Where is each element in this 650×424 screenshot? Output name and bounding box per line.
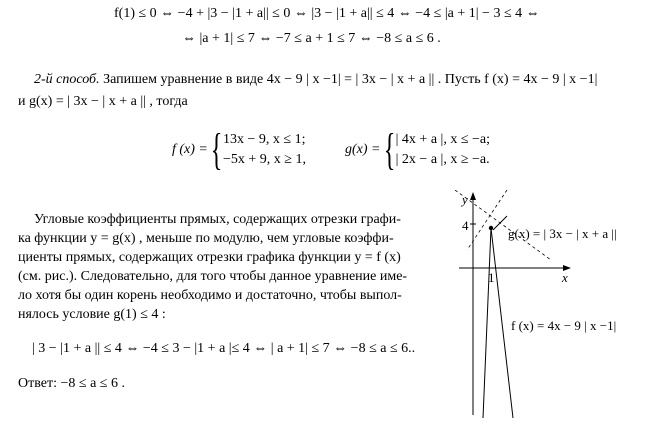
graph-x-label: x (562, 270, 568, 285)
f-line-left (483, 228, 491, 418)
paragraph-line-6: нялось условие g(1) ≤ 4 : (18, 307, 166, 322)
f-case-1: 13x − 9, x ≤ 1; (223, 132, 306, 147)
peak-point (489, 226, 493, 230)
g-dashed-line-1 (455, 190, 551, 260)
answer-line (18, 376, 125, 392)
graph-g-label: g(x) = | 3x − | x + a || (508, 226, 617, 241)
graph-tick-4-label: 4 (462, 218, 469, 233)
derivation-line-1: f(1) ≤ 0 ⇔ −4 + |3 − |1 + a|| ≤ 0 ⇔ |3 − |1 + a|| ≤ 4 ⇔ −4 ≤ |a + 1| − 3 ≤ 4 ⇔ (114, 6, 540, 21)
f-piecewise (172, 125, 306, 174)
paragraph-line-5: ло хотя бы один корень необходимо и достаточно, чтобы выпол- (18, 288, 402, 303)
method2-label: 2-й способ. (34, 72, 100, 87)
paragraph-line-1: Угловые коэффициенты прямых, содержащих отрезки графи- (34, 212, 401, 227)
method2-text-1: Запишем уравнение в виде 4x − 9 | x −1| = | 3x − | x + a || . Пусть f (x) = 4x − 9 | x −1| (99, 72, 598, 87)
g-piecewise-lhs: g(x) = (345, 142, 381, 157)
f-cases (223, 130, 306, 170)
function-graph (455, 190, 635, 420)
g-case-2: | 2x − a |, x ≥ −a. (395, 152, 490, 167)
f-piecewise-lhs: f (x) = (172, 142, 208, 157)
g-piecewise (345, 125, 491, 174)
f-line-right (491, 228, 513, 418)
graph-y-label: y (462, 192, 468, 207)
answer-label: Ответ: (18, 376, 57, 391)
g-brace: { (383, 125, 395, 174)
method2-line-1 (34, 72, 597, 88)
graph-f-label: f (x) = 4x − 9 | x −1| (511, 318, 617, 333)
method2-line-2: и g(x) = | 3x − | x + a || , тогда (18, 94, 188, 109)
paragraph-line-2: ка функции y = g(x) , меньше по модулю, чем угловые коэффи- (18, 231, 394, 246)
answer-value: −8 ≤ a ≤ 6 . (56, 376, 125, 391)
derivation-line-2: ⇔ |a + 1| ≤ 7 ⇔ −7 ≤ a + 1 ≤ 7 ⇔ −8 ≤ a ≤ 6 . (182, 31, 441, 46)
g-case-1: | 4x + a |, x ≤ −a; (395, 132, 491, 147)
y-axis-arrow (470, 192, 476, 200)
g-cases (396, 130, 490, 170)
g-segment (493, 216, 507, 230)
paragraph-line-4: (см. рис.). Следовательно, для того чтобы данное уравнение име- (18, 269, 408, 284)
f-brace: { (210, 125, 223, 174)
graph-tick-1-label: 1 (488, 270, 495, 285)
condition-line: | 3 − |1 + a || ≤ 4 ⇔ −4 ≤ 3 − |1 + a |≤ 4 ⇔ | a + 1| ≤ 7 ⇔ −8 ≤ a ≤ 6.. (32, 341, 416, 356)
paragraph-line-3: циенты прямых, содержащих отрезки графика функции y = f (x) (18, 250, 401, 265)
f-case-2: −5x + 9, x ≥ 1, (223, 152, 306, 167)
